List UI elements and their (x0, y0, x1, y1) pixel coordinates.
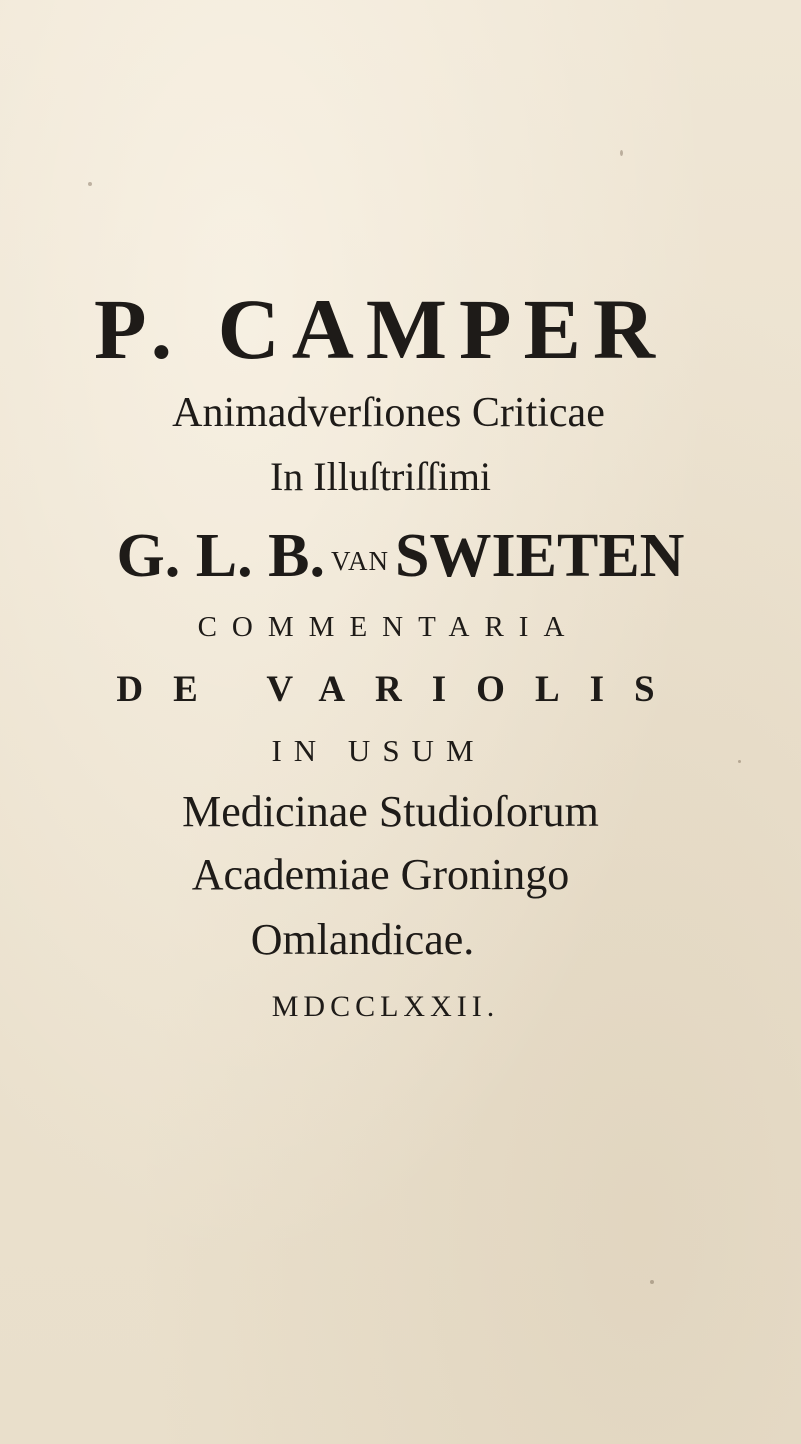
paper-speck (620, 150, 623, 156)
subtitle-line-2: In Illuſtriſſimi (269, 454, 492, 499)
name-initials: G. L. B. (116, 522, 325, 590)
medicinae-line: Medicinae Studioſorum (182, 787, 599, 836)
de-variolis-line: DE VARIOLIS (116, 669, 685, 710)
subject-name (0, 522, 801, 590)
omlandicae-line: Omlandicae. (250, 915, 475, 964)
name-van: VAN (330, 546, 389, 576)
in-usum-line: IN USUM (271, 733, 486, 768)
paper-speck (650, 1280, 654, 1284)
academiae-line: Academiae Groningo (191, 850, 570, 899)
publication-date: MDCCLXXII. (271, 990, 500, 1023)
paper-speck (88, 182, 92, 186)
subtitle-line-1: Animadverſiones Criticae (172, 390, 605, 436)
author-name: P. CAMPER (93, 281, 668, 377)
commentaria-line: COMMENTARIA (197, 611, 580, 643)
name-surname: SWIETEN (395, 522, 685, 590)
